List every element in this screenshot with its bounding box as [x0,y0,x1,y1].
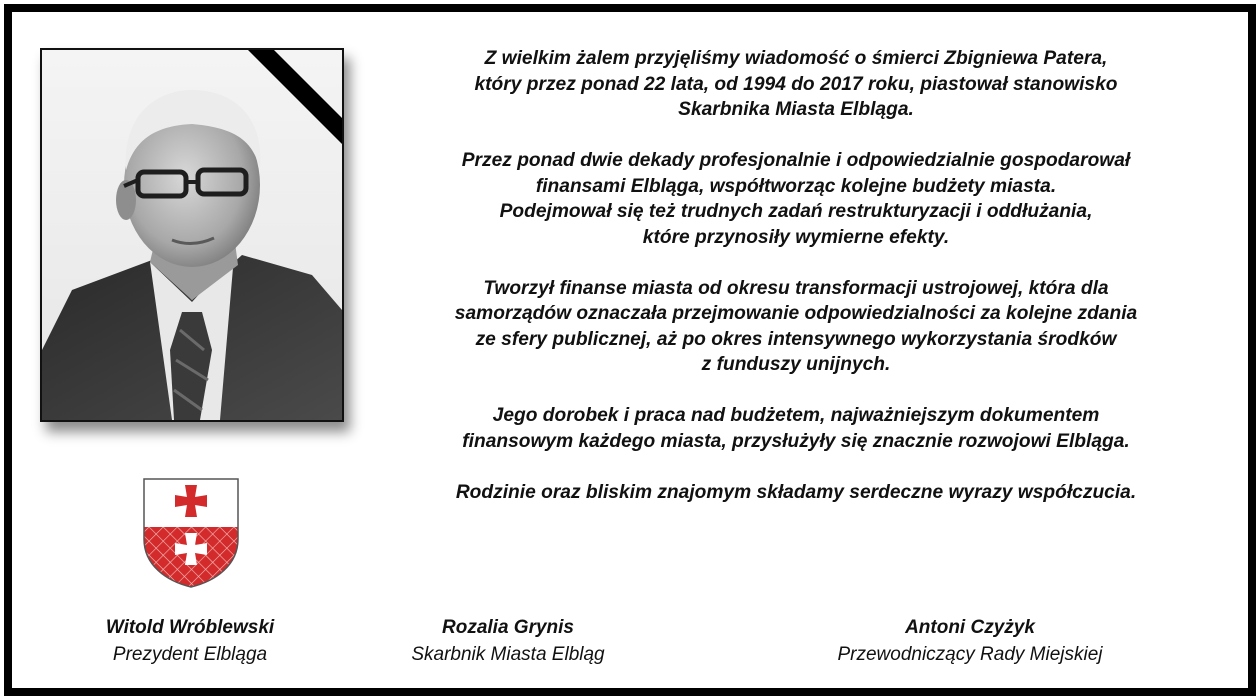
signature-treasurer [378,614,638,668]
signature-name: Witold Wróblewski [105,617,275,638]
message-paragraph-2: Przez ponad dwie dekady profesjonalnie i odpowiedzialnie gospodarował finansami Elbląga, współtworząc kolejne budżety miasta. Podejmował się też trudnych zadań restrukturyzacji i oddłużania, które przynosiły wymierne efekty. [461,150,1131,248]
message-paragraph-3: Tworzył finanse miasta od okresu transformacji ustrojowej, która dla samorządów oznaczała przejmowanie odpowiedzialności za kolejne zdania ze sfery publicznej, aż po okres intensywnego wykorzystania środków z funduszy unijnych. [454,277,1138,375]
portrait-photo [40,48,344,422]
obituary-message [370,46,1222,505]
signature-role: Przewodniczący Rady Miejskiej [837,644,1103,665]
signature-role: Skarbnik Miasta Elbląg [411,644,605,665]
signature-role: Prezydent Elbląga [112,644,268,665]
message-paragraph-1: Z wielkim żalem przyjęliśmy wiadomość o śmierci Zbigniewa Patera, który przez ponad 22 lata, od 1994 do 2017 roku, piastował stanowisko Skarbnika Miasta Elbląga. [474,48,1118,120]
signature-name: Antoni Czyżyk [905,617,1035,638]
message-paragraph-4: Jego dorobek i praca nad budżetem, najważniejszym dokumentem finansowym każdego miasta, przysłużyły się znacznie rozwojowi Elbląga. [462,405,1130,452]
signature-council-chair [780,614,1160,668]
signature-name: Rozalia Grynis [442,617,574,638]
signature-president [60,614,320,668]
message-paragraph-5: Rodzinie oraz bliskim znajomym składamy serdeczne wyrazy współczucia. [455,481,1137,503]
elblag-coat-of-arms-icon [142,477,240,589]
